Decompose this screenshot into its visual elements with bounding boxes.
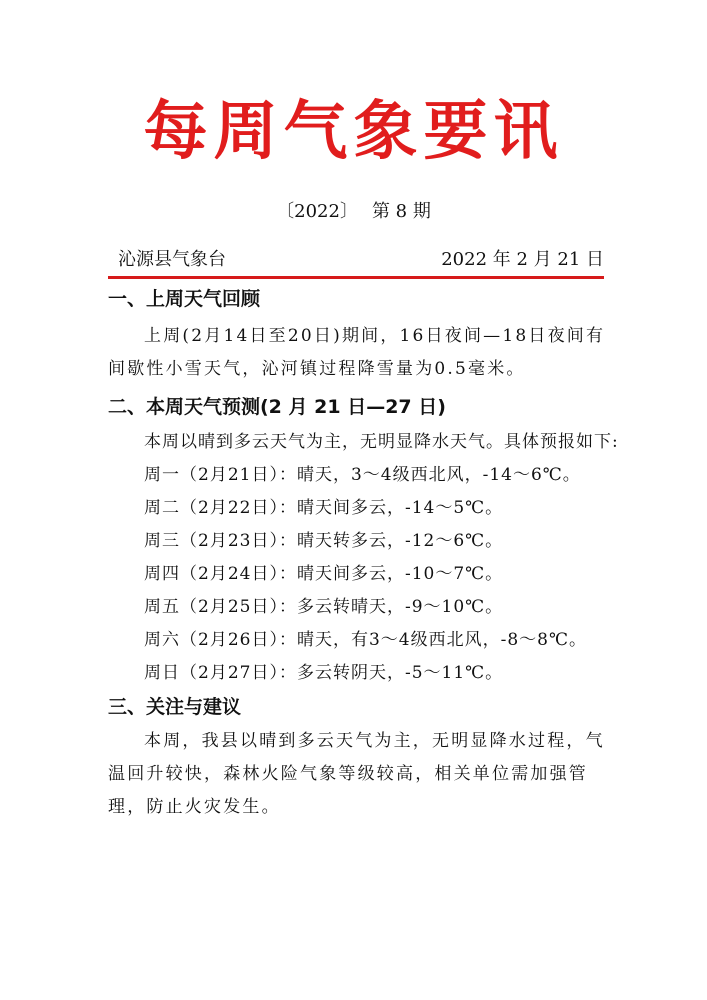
forecast-intro: 本周以晴到多云天气为主，无明显降水天气。具体预报如下: [144,432,619,452]
forecast-day-thursday: 周四（2月24日）：晴天间多云，-10～7℃。 [144,564,504,584]
masthead-title: 每周气象要讯 [143,94,564,169]
forecast-day-monday: 周一（2月21日）：晴天，3～4级西北风，-14～6℃。 [144,465,581,485]
red-divider-rule [108,276,604,279]
issuing-organization: 沁源县气象台 [118,249,226,270]
section-heading-forecast: 二、本周天气预测(2 月 21 日—27 日) [108,396,446,418]
issue-number: 第 8 期 [371,201,431,222]
section-heading-advice: 三、关注与建议 [108,696,242,718]
advice-paragraph: 本周，我县以晴到多云天气为主，无明显降水过程，气温回升较快，森林火险气象等级较高，相关单位需加强管理，防止火灾发生。 [108,731,605,817]
forecast-day-wednesday: 周三（2月23日）：晴天转多云，-12～6℃。 [144,531,504,551]
forecast-day-sunday: 周日（2月27日）：多云转阴天，-5～11℃。 [144,663,504,683]
meta-row [118,247,604,273]
issue-date: 2022 年 2 月 21 日 [441,249,604,270]
review-paragraph: 上周(2月14日至20日)期间，16日夜间—18日夜间有间歇性小雪天气，沁河镇过程降雪量为0.5毫米。 [108,326,606,379]
forecast-day-tuesday: 周二（2月22日）：晴天间多云，-14～5℃。 [144,498,504,518]
issue-year: 〔2022〕 [276,201,358,222]
forecast-day-saturday: 周六（2月26日）：晴天，有3～4级西北风，-8～8℃。 [144,630,587,650]
forecast-day-friday: 周五（2月25日）：多云转晴天，-9～10℃。 [144,597,504,617]
section-heading-review: 一、上周天气回顾 [108,288,261,310]
issue-line [0,198,707,226]
